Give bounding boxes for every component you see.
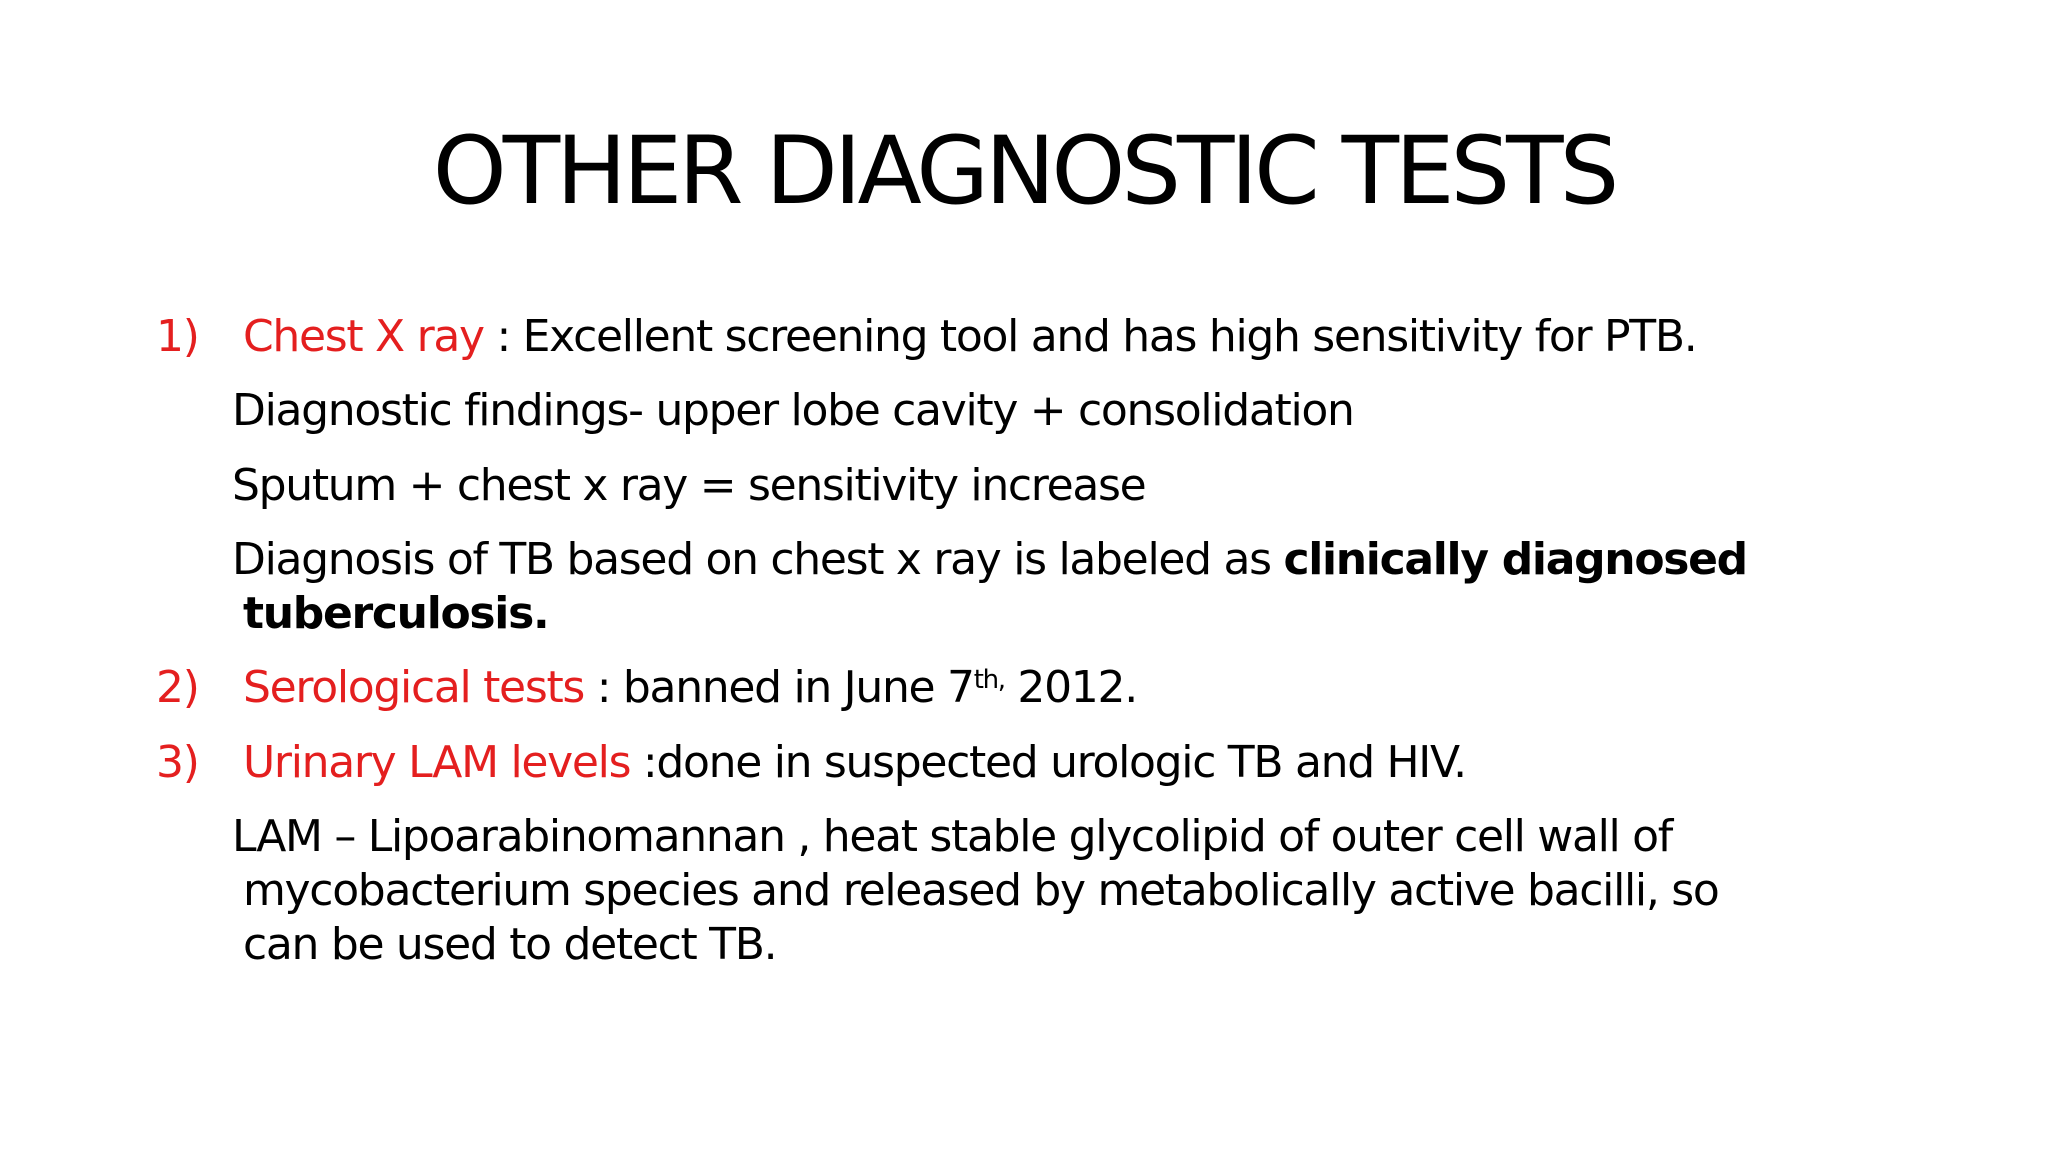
item-1-note-line <box>232 533 1747 587</box>
item-2-heading: Serological tests <box>243 662 585 713</box>
item-1-note-bold: clinically diagnosed <box>1283 534 1747 585</box>
item-2-number: 2) <box>156 662 199 713</box>
item-2-line <box>243 661 1137 715</box>
item-3-number: 3) <box>156 737 199 788</box>
item-1-note-continuation: tuberculosis. <box>243 588 549 639</box>
item-1-line <box>243 310 1696 364</box>
item-1-text: : Excellent screening tool and has high sensitivity for PTB. <box>483 311 1697 362</box>
item-1-note-prefix: Diagnosis of TB based on chest x ray is labeled as <box>232 534 1284 585</box>
slide-title: OTHER DIAGNOSTIC TESTS <box>432 117 1616 226</box>
item-3-line <box>243 736 1466 790</box>
item-1-number: 1) <box>156 311 199 362</box>
item-3-heading: Urinary LAM levels <box>243 737 631 788</box>
item-1-heading: Chest X ray <box>243 311 484 362</box>
item-3-sub-line-1: LAM – Lipoarabinomannan , heat stable glycolipid of outer cell wall of <box>232 811 1672 862</box>
item-1-sub-line-1: Diagnostic findings- upper lobe cavity + consolidation <box>232 385 1354 436</box>
item-1-sub-line-2: Sputum + chest x ray = sensitivity increase <box>232 460 1146 511</box>
item-3-sub-line-3: can be used to detect TB. <box>243 919 777 970</box>
item-3-sub-line-2: mycobacterium species and released by metabolically active bacilli, so <box>243 865 1719 916</box>
item-2-text: : banned in June 7 <box>584 662 974 713</box>
item-2-superscript: th, <box>973 665 1005 695</box>
item-3-text: :done in suspected urologic TB and HIV. <box>630 737 1466 788</box>
item-2-text-end: 2012. <box>1004 662 1137 713</box>
